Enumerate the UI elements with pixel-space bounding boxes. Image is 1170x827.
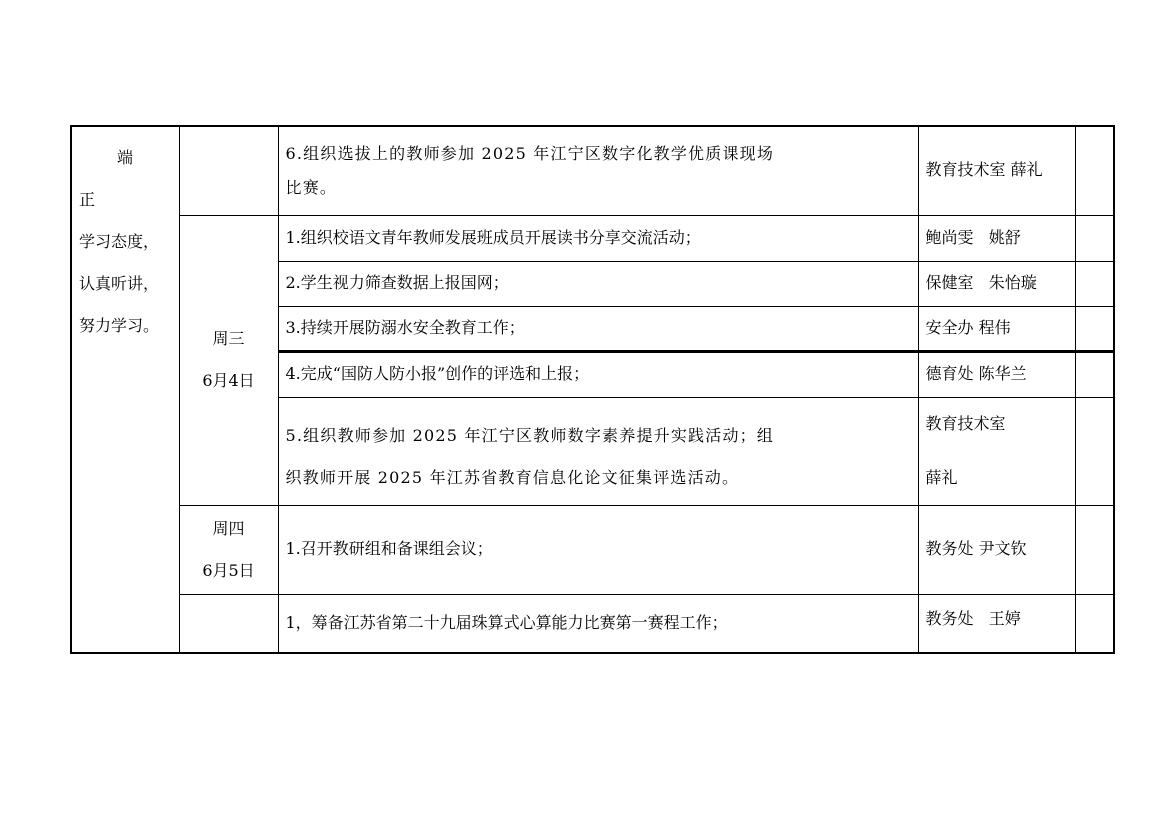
remark-cell xyxy=(1075,351,1114,397)
responsible-text: 教育技术室 xyxy=(925,414,1006,433)
day-cell-wednesday xyxy=(179,215,278,505)
responsible-text: 薛礼 xyxy=(925,468,958,487)
remark-cell xyxy=(1075,215,1114,261)
date-label: 6月5日 xyxy=(202,560,255,580)
responsible-cell xyxy=(918,397,1075,505)
table-row xyxy=(71,215,1114,261)
table-row xyxy=(71,505,1114,594)
day-label: 周四 xyxy=(212,518,245,538)
responsible-cell: 保健室 朱怡璇 xyxy=(918,261,1075,306)
remark-cell xyxy=(1075,261,1114,306)
task-cell: 4.完成“国防人防小报”创作的评选和上报； xyxy=(278,351,918,397)
remark-cell xyxy=(1075,594,1114,653)
responsible-cell: 鲍尚雯 姚舒 xyxy=(918,215,1075,261)
responsible-cell: 教育技术室 薛礼 xyxy=(918,126,1075,215)
motto-cell xyxy=(71,126,179,653)
responsible-cell: 教务处 尹文钦 xyxy=(918,505,1075,594)
responsible-cell: 安全办 程伟 xyxy=(918,306,1075,351)
remark-cell xyxy=(1075,306,1114,351)
motto-line: 努力学习。 xyxy=(79,316,160,335)
table-row xyxy=(71,126,1114,215)
task-cell: 3.持续开展防溺水安全教育工作； xyxy=(278,306,918,351)
remark-cell xyxy=(1075,126,1114,215)
remark-cell xyxy=(1075,397,1114,505)
day-cell-thursday xyxy=(179,505,278,594)
motto-line: 认真听讲， xyxy=(79,274,160,293)
task-cell xyxy=(278,126,918,215)
weekly-schedule-table xyxy=(70,125,1115,654)
task-cell: 2.学生视力筛查数据上报国网； xyxy=(278,261,918,306)
task-text: 织教师开展 2025 年江苏省教育信息化论文征集评选活动。 xyxy=(285,468,740,487)
task-cell: 1.召开教研组和备课组会议； xyxy=(278,505,918,594)
day-cell-empty xyxy=(179,126,278,215)
task-cell: 1.组织校语文青年教师发展班成员开展读书分享交流活动； xyxy=(278,215,918,261)
task-cell xyxy=(278,397,918,505)
task-text: 比赛。 xyxy=(285,177,338,197)
responsible-cell: 教务处 王婷 xyxy=(918,594,1075,653)
table-row xyxy=(71,594,1114,653)
motto-line: 端正 xyxy=(79,148,152,209)
task-text: 5.组织教师参加 2025 年江宁区教师数字素养提升实践活动；组 xyxy=(285,426,775,445)
task-cell: 1，筹备江苏省第二十九届珠算式心算能力比赛第一赛程工作； xyxy=(278,594,918,653)
responsible-cell: 德育处 陈华兰 xyxy=(918,351,1075,397)
task-text: 6.组织选拔上的教师参加 2025 年江宁区数字化教学优质课现场 xyxy=(285,143,775,163)
day-cell-empty xyxy=(179,594,278,653)
motto-line: 学习态度， xyxy=(79,232,160,251)
remark-cell xyxy=(1075,505,1114,594)
date-label: 6月4日 xyxy=(202,371,255,390)
day-label: 周三 xyxy=(212,329,245,348)
